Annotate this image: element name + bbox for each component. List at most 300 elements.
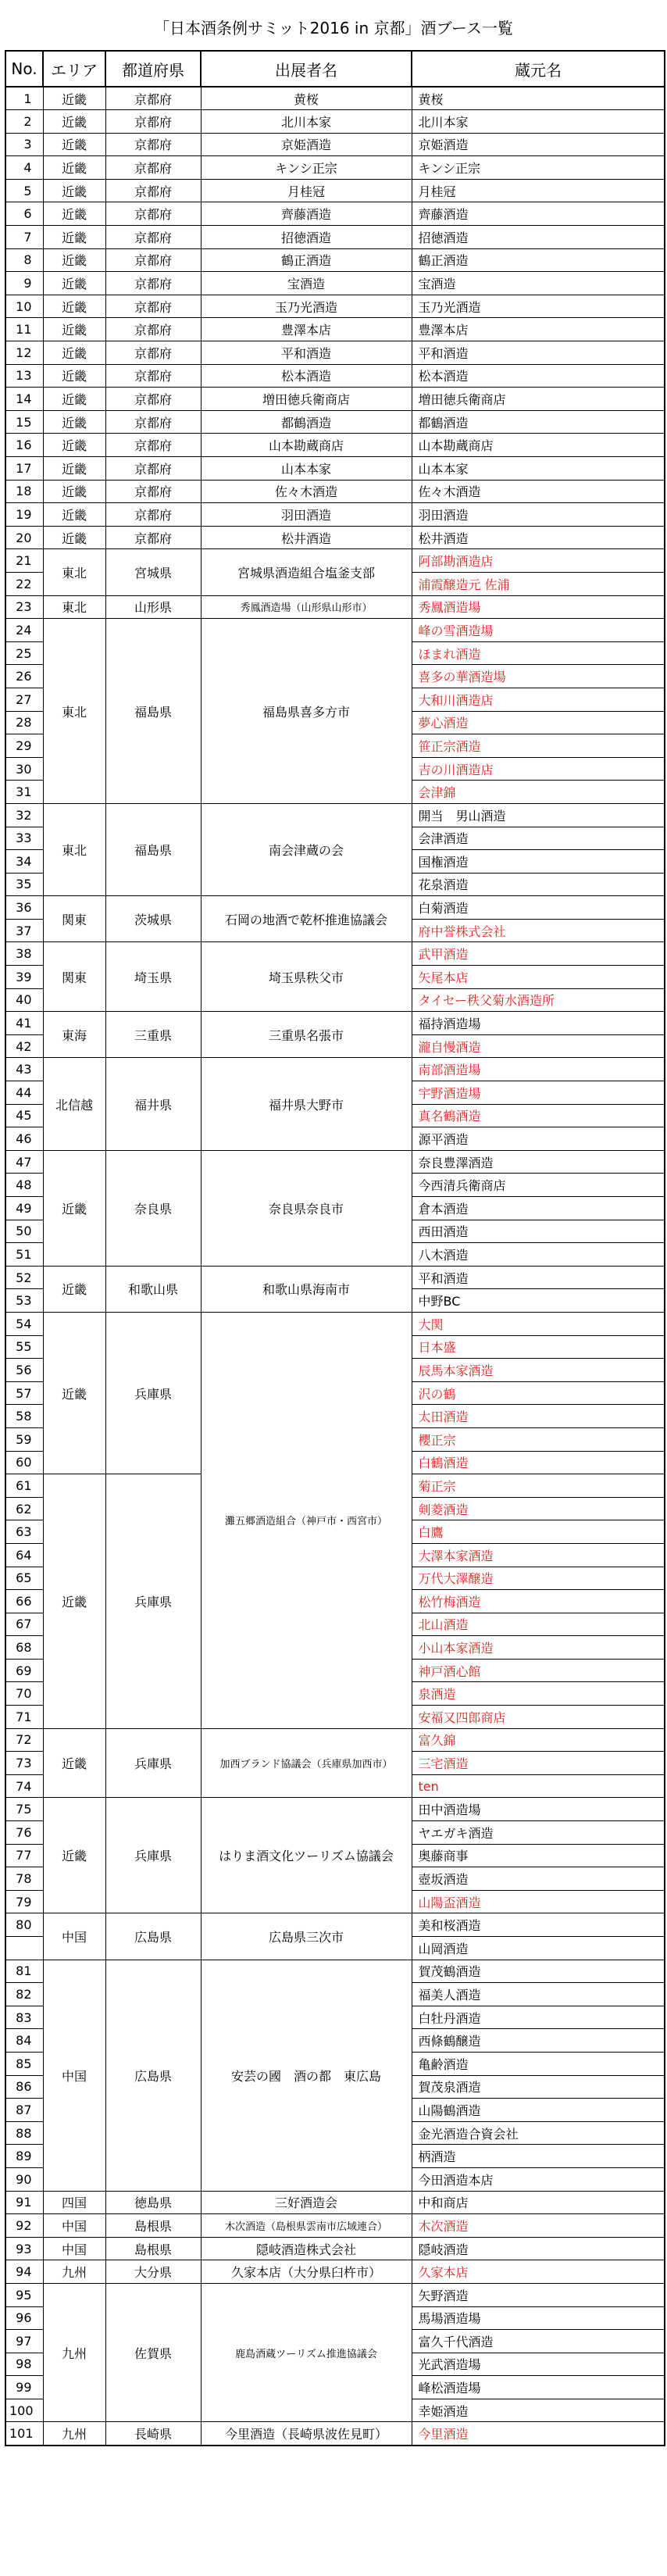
prefecture-cell: 京都府	[105, 272, 201, 295]
brewery-cell: 奥藤商事	[412, 1844, 665, 1867]
table-row	[5, 2237, 665, 2260]
row-number: 78	[5, 1867, 43, 1891]
prefecture-cell: 京都府	[105, 480, 201, 503]
exhibitor-cell: 齊藤酒造	[201, 202, 412, 226]
table-row	[5, 272, 665, 295]
brewery-cell: 浦霞醸造元 佐浦	[412, 572, 665, 595]
exhibitor-cell: 黄桜	[201, 87, 412, 110]
exhibitor-cell: 和歌山県海南市	[201, 1266, 412, 1312]
row-number: 45	[5, 1104, 43, 1127]
brewery-cell: 神戸酒心館	[412, 1659, 665, 1682]
area-cell: 東北	[43, 595, 105, 619]
row-number: 7	[5, 226, 43, 249]
row-number: 34	[5, 850, 43, 874]
table-row	[5, 341, 665, 365]
exhibitor-cell: 京姫酒造	[201, 133, 412, 156]
brewery-cell: 壺坂酒造	[412, 1867, 665, 1891]
brewery-cell: 白牡丹酒造	[412, 2006, 665, 2029]
brewery-cell: 中野BC	[412, 1289, 665, 1313]
row-number: 4	[5, 156, 43, 180]
row-number: 88	[5, 2121, 43, 2145]
row-number: 64	[5, 1543, 43, 1567]
exhibitor-cell: キンシ正宗	[201, 156, 412, 180]
row-number: 72	[5, 1728, 43, 1752]
exhibitor-cell: 久家本店（大分県臼杵市）	[201, 2260, 412, 2284]
prefecture-cell: 福井県	[105, 1058, 201, 1150]
row-number: 63	[5, 1520, 43, 1544]
prefecture-cell: 京都府	[105, 364, 201, 388]
header-area: エリア	[43, 51, 105, 87]
area-cell: 九州	[43, 2422, 105, 2446]
brewery-cell: 辰馬本家酒造	[412, 1359, 665, 1382]
row-number	[5, 1937, 43, 1960]
area-cell: 中国	[43, 2237, 105, 2260]
row-number: 1	[5, 87, 43, 110]
row-number: 86	[5, 2075, 43, 2099]
brewery-cell: キンシ正宗	[412, 156, 665, 180]
brewery-cell: 柄酒造	[412, 2145, 665, 2168]
brewery-cell: 幸姫酒造	[412, 2399, 665, 2422]
brewery-cell: 齊藤酒造	[412, 202, 665, 226]
row-number: 84	[5, 2029, 43, 2053]
prefecture-cell: 京都府	[105, 526, 201, 549]
brewery-cell: 富久錦	[412, 1728, 665, 1752]
row-number: 61	[5, 1474, 43, 1498]
brewery-cell: ほまれ酒造	[412, 641, 665, 665]
brewery-cell: ヤエガキ酒造	[412, 1821, 665, 1845]
row-number: 67	[5, 1613, 43, 1636]
prefecture-cell: 京都府	[105, 248, 201, 272]
sake-booth-table	[5, 50, 665, 2446]
row-number: 101	[5, 2422, 43, 2446]
brewery-cell: 大関	[412, 1312, 665, 1335]
brewery-cell: 福持酒造場	[412, 1012, 665, 1035]
row-number: 57	[5, 1381, 43, 1405]
area-cell: 近畿	[43, 1474, 105, 1729]
table-row	[5, 503, 665, 527]
row-number: 22	[5, 572, 43, 595]
row-number: 55	[5, 1335, 43, 1359]
brewery-cell: 南部酒造場	[412, 1058, 665, 1081]
row-number: 30	[5, 757, 43, 781]
row-number: 15	[5, 410, 43, 434]
prefecture-cell: 長崎県	[105, 2422, 201, 2446]
brewery-cell: 今田酒造本店	[412, 2167, 665, 2191]
row-number: 16	[5, 434, 43, 457]
row-number: 42	[5, 1034, 43, 1058]
prefecture-cell: 京都府	[105, 503, 201, 527]
area-cell: 近畿	[43, 480, 105, 503]
prefecture-cell: 京都府	[105, 341, 201, 365]
area-cell: 近畿	[43, 318, 105, 341]
exhibitor-cell: 増田徳兵衛商店	[201, 388, 412, 411]
brewery-cell: 真名鶴酒造	[412, 1104, 665, 1127]
exhibitor-cell: 安芸の國 酒の都 東広島	[201, 1960, 412, 2191]
row-number: 21	[5, 549, 43, 573]
brewery-cell: 平和酒造	[412, 1266, 665, 1289]
table-row	[5, 942, 665, 966]
area-cell: 中国	[43, 1960, 105, 2191]
row-number: 70	[5, 1682, 43, 1706]
brewery-cell: ten	[412, 1774, 665, 1798]
brewery-cell: 大澤本家酒造	[412, 1543, 665, 1567]
brewery-cell: 笹正宗酒造	[412, 734, 665, 758]
area-cell: 近畿	[43, 503, 105, 527]
brewery-cell: 峰松酒造場	[412, 2376, 665, 2399]
prefecture-cell: 島根県	[105, 2237, 201, 2260]
brewery-cell: 月桂冠	[412, 179, 665, 202]
area-cell: 近畿	[43, 133, 105, 156]
area-cell: 近畿	[43, 156, 105, 180]
exhibitor-cell: 都鶴酒造	[201, 410, 412, 434]
row-number: 56	[5, 1359, 43, 1382]
table-row	[5, 1728, 665, 1752]
row-number: 20	[5, 526, 43, 549]
prefecture-cell: 京都府	[105, 226, 201, 249]
row-number: 85	[5, 2052, 43, 2075]
brewery-cell: 豊澤本店	[412, 318, 665, 341]
prefecture-cell: 京都府	[105, 87, 201, 110]
table-row	[5, 1058, 665, 1081]
prefecture-cell: 京都府	[105, 457, 201, 481]
exhibitor-cell: 北川本家	[201, 110, 412, 134]
brewery-cell: 山本勘蔵商店	[412, 434, 665, 457]
brewery-cell: 奈良豊澤酒造	[412, 1150, 665, 1174]
row-number: 95	[5, 2283, 43, 2306]
table-row	[5, 318, 665, 341]
header-prefecture: 都道府県	[105, 51, 201, 87]
row-number: 94	[5, 2260, 43, 2284]
area-cell: 近畿	[43, 364, 105, 388]
prefecture-cell: 徳島県	[105, 2191, 201, 2214]
exhibitor-cell: 佐々木酒造	[201, 480, 412, 503]
row-number: 29	[5, 734, 43, 758]
brewery-cell: 夢心酒造	[412, 711, 665, 734]
header-row	[5, 51, 665, 87]
brewery-cell: 賀茂泉酒造	[412, 2075, 665, 2099]
row-number: 51	[5, 1243, 43, 1267]
row-number: 91	[5, 2191, 43, 2214]
row-number: 9	[5, 272, 43, 295]
brewery-cell: 白鷹	[412, 1520, 665, 1544]
row-number: 76	[5, 1821, 43, 1845]
brewery-cell: 松竹梅酒造	[412, 1590, 665, 1613]
brewery-cell: 玉乃光酒造	[412, 295, 665, 318]
table-row	[5, 803, 665, 827]
row-number: 46	[5, 1127, 43, 1151]
table-header	[5, 51, 665, 87]
area-cell: 中国	[43, 2214, 105, 2238]
row-number: 44	[5, 1081, 43, 1105]
brewery-cell: 美和桜酒造	[412, 1913, 665, 1937]
prefecture-cell: 京都府	[105, 318, 201, 341]
table-row	[5, 226, 665, 249]
brewery-cell: 松本酒造	[412, 364, 665, 388]
exhibitor-cell: 隠岐酒造株式会社	[201, 2237, 412, 2260]
brewery-cell: 櫻正宗	[412, 1427, 665, 1451]
prefecture-cell: 京都府	[105, 410, 201, 434]
table-row	[5, 1960, 665, 1983]
table-row	[5, 295, 665, 318]
prefecture-cell: 広島県	[105, 1960, 201, 2191]
prefecture-cell: 佐賀県	[105, 2283, 201, 2422]
brewery-cell: 富久千代酒造	[412, 2330, 665, 2353]
table-row	[5, 2260, 665, 2284]
row-number: 59	[5, 1427, 43, 1451]
row-number: 98	[5, 2353, 43, 2376]
exhibitor-cell: 松井酒造	[201, 526, 412, 549]
brewery-cell: 西條鶴醸造	[412, 2029, 665, 2053]
area-cell: 近畿	[43, 434, 105, 457]
exhibitor-cell: 福島県喜多方市	[201, 619, 412, 804]
row-number: 93	[5, 2237, 43, 2260]
row-number: 36	[5, 896, 43, 920]
brewery-cell: 矢尾本店	[412, 966, 665, 989]
area-cell: 近畿	[43, 248, 105, 272]
row-number: 73	[5, 1752, 43, 1775]
table-row	[5, 480, 665, 503]
row-number: 79	[5, 1890, 43, 1913]
row-number: 48	[5, 1174, 43, 1197]
brewery-cell: 白鶴酒造	[412, 1451, 665, 1474]
row-number: 65	[5, 1567, 43, 1590]
row-number: 71	[5, 1706, 43, 1729]
table-row	[5, 1266, 665, 1289]
prefecture-cell: 兵庫県	[105, 1312, 201, 1474]
row-number: 89	[5, 2145, 43, 2168]
brewery-cell: 平和酒造	[412, 341, 665, 365]
row-number: 80	[5, 1913, 43, 1937]
table-row	[5, 248, 665, 272]
row-number: 41	[5, 1012, 43, 1035]
area-cell: 東海	[43, 1012, 105, 1058]
brewery-cell: 喜多の華酒造場	[412, 665, 665, 688]
area-cell: 近畿	[43, 1150, 105, 1266]
brewery-cell: 山陽鶴酒造	[412, 2099, 665, 2122]
brewery-cell: 宇野酒造場	[412, 1081, 665, 1105]
table-row	[5, 202, 665, 226]
brewery-cell: 馬場酒造場	[412, 2306, 665, 2330]
row-number: 6	[5, 202, 43, 226]
brewery-cell: 増田徳兵衛商店	[412, 388, 665, 411]
exhibitor-cell: 月桂冠	[201, 179, 412, 202]
row-number: 62	[5, 1497, 43, 1520]
table-row	[5, 457, 665, 481]
area-cell: 近畿	[43, 87, 105, 110]
row-number: 58	[5, 1405, 43, 1428]
brewery-cell: 山本本家	[412, 457, 665, 481]
area-cell: 近畿	[43, 388, 105, 411]
brewery-cell: 阿部勘酒造店	[412, 549, 665, 573]
table-row	[5, 1012, 665, 1035]
exhibitor-cell: 宝酒造	[201, 272, 412, 295]
brewery-cell: 泉酒造	[412, 1682, 665, 1706]
row-number: 90	[5, 2167, 43, 2191]
exhibitor-cell: 加西ブランド協議会（兵庫県加西市）	[201, 1728, 412, 1798]
row-number: 68	[5, 1636, 43, 1660]
area-cell: 近畿	[43, 179, 105, 202]
row-number: 83	[5, 2006, 43, 2029]
brewery-cell: 賀茂鶴酒造	[412, 1960, 665, 1983]
row-number: 5	[5, 179, 43, 202]
brewery-cell: 矢野酒造	[412, 2283, 665, 2306]
brewery-cell: 府中誉株式会社	[412, 919, 665, 942]
table-row	[5, 1798, 665, 1821]
row-number: 27	[5, 688, 43, 711]
row-number: 35	[5, 873, 43, 896]
prefecture-cell: 大分県	[105, 2260, 201, 2284]
prefecture-cell: 兵庫県	[105, 1474, 201, 1729]
exhibitor-cell: 福井県大野市	[201, 1058, 412, 1150]
table-row	[5, 156, 665, 180]
brewery-cell: 山岡酒造	[412, 1937, 665, 1960]
prefecture-cell: 宮城県	[105, 549, 201, 595]
area-cell: 近畿	[43, 1266, 105, 1312]
brewery-cell: タイセー秩父菊水酒造所	[412, 988, 665, 1012]
exhibitor-cell: 石岡の地酒で乾杯推進協議会	[201, 896, 412, 942]
row-number: 28	[5, 711, 43, 734]
brewery-cell: 金光酒造合資会社	[412, 2121, 665, 2145]
table-row	[5, 2214, 665, 2238]
row-number: 39	[5, 966, 43, 989]
area-cell: 四国	[43, 2191, 105, 2214]
prefecture-cell: 京都府	[105, 434, 201, 457]
brewery-cell: 羽田酒造	[412, 503, 665, 527]
area-cell: 近畿	[43, 1798, 105, 1913]
area-cell: 近畿	[43, 226, 105, 249]
table-row	[5, 179, 665, 202]
exhibitor-cell: 鹿島酒蔵ツーリズム推進協議会	[201, 2283, 412, 2422]
table-row	[5, 2283, 665, 2306]
area-cell: 近畿	[43, 410, 105, 434]
brewery-cell: 秀鳳酒造場	[412, 595, 665, 619]
area-cell: 近畿	[43, 457, 105, 481]
exhibitor-cell: 南会津蔵の会	[201, 803, 412, 895]
prefecture-cell: 兵庫県	[105, 1728, 201, 1798]
area-cell: 近畿	[43, 295, 105, 318]
brewery-cell: 木次酒造	[412, 2214, 665, 2238]
table-row	[5, 896, 665, 920]
prefecture-cell: 山形県	[105, 595, 201, 619]
row-number: 100	[5, 2399, 43, 2422]
row-number: 66	[5, 1590, 43, 1613]
brewery-cell: 開当 男山酒造	[412, 803, 665, 827]
area-cell: 近畿	[43, 272, 105, 295]
prefecture-cell: 京都府	[105, 133, 201, 156]
row-number: 38	[5, 942, 43, 966]
brewery-cell: 国権酒造	[412, 850, 665, 874]
row-number: 8	[5, 248, 43, 272]
prefecture-cell: 京都府	[105, 388, 201, 411]
row-number: 31	[5, 781, 43, 804]
exhibitor-cell: 豊澤本店	[201, 318, 412, 341]
row-number: 33	[5, 827, 43, 850]
prefecture-cell: 広島県	[105, 1913, 201, 1960]
brewery-cell: 今里酒造	[412, 2422, 665, 2446]
prefecture-cell: 茨城県	[105, 896, 201, 942]
exhibitor-cell: 招徳酒造	[201, 226, 412, 249]
row-number: 52	[5, 1266, 43, 1289]
exhibitor-cell: はりま酒文化ツーリズム協議会	[201, 1798, 412, 1913]
brewery-cell: 隠岐酒造	[412, 2237, 665, 2260]
row-number: 10	[5, 295, 43, 318]
brewery-cell: 太田酒造	[412, 1405, 665, 1428]
prefecture-cell: 埼玉県	[105, 942, 201, 1012]
prefecture-cell: 京都府	[105, 156, 201, 180]
row-number: 3	[5, 133, 43, 156]
row-number: 17	[5, 457, 43, 481]
area-cell: 東北	[43, 803, 105, 895]
brewery-cell: 今西清兵衛商店	[412, 1174, 665, 1197]
exhibitor-cell: 奈良県奈良市	[201, 1150, 412, 1266]
prefecture-cell: 京都府	[105, 110, 201, 134]
table-row	[5, 595, 665, 619]
table-row	[5, 2191, 665, 2214]
table-row	[5, 549, 665, 573]
exhibitor-cell: 広島県三次市	[201, 1913, 412, 1960]
row-number: 19	[5, 503, 43, 527]
brewery-cell: 亀齢酒造	[412, 2052, 665, 2075]
exhibitor-cell: 山本本家	[201, 457, 412, 481]
exhibitor-cell: 平和酒造	[201, 341, 412, 365]
row-number: 13	[5, 364, 43, 388]
area-cell: 近畿	[43, 526, 105, 549]
prefecture-cell: 京都府	[105, 179, 201, 202]
row-number: 11	[5, 318, 43, 341]
area-cell: 近畿	[43, 1312, 105, 1474]
area-cell: 東北	[43, 549, 105, 595]
brewery-cell: 武甲酒造	[412, 942, 665, 966]
brewery-cell: 西田酒造	[412, 1220, 665, 1243]
table-row	[5, 133, 665, 156]
brewery-cell: 鶴正酒造	[412, 248, 665, 272]
row-number: 50	[5, 1220, 43, 1243]
area-cell: 中国	[43, 1913, 105, 1960]
table-row	[5, 1312, 665, 1335]
header-no: No.	[5, 51, 43, 87]
area-cell: 近畿	[43, 202, 105, 226]
exhibitor-cell: 宮城県酒造組合塩釜支部	[201, 549, 412, 595]
brewery-cell: 中和商店	[412, 2191, 665, 2214]
brewery-cell: 大和川酒造店	[412, 688, 665, 711]
brewery-cell: 招徳酒造	[412, 226, 665, 249]
brewery-cell: 京姫酒造	[412, 133, 665, 156]
exhibitor-cell: 羽田酒造	[201, 503, 412, 527]
exhibitor-cell: 山本勘蔵商店	[201, 434, 412, 457]
brewery-cell: 会津錦	[412, 781, 665, 804]
header-exhibitor: 出展者名	[201, 51, 412, 87]
brewery-cell: 佐々木酒造	[412, 480, 665, 503]
brewery-cell: 吉の川酒造店	[412, 757, 665, 781]
exhibitor-cell: 三重県名張市	[201, 1012, 412, 1058]
prefecture-cell: 京都府	[105, 202, 201, 226]
row-number: 37	[5, 919, 43, 942]
row-number: 49	[5, 1197, 43, 1220]
exhibitor-cell: 今里酒造（長崎県波佐見町）	[201, 2422, 412, 2446]
row-number: 69	[5, 1659, 43, 1682]
brewery-cell: 田中酒造場	[412, 1798, 665, 1821]
row-number: 74	[5, 1774, 43, 1798]
brewery-cell: 瀧自慢酒造	[412, 1034, 665, 1058]
exhibitor-cell: 灘五郷酒造組合（神戸市・西宮市）	[201, 1312, 412, 1728]
area-cell: 九州	[43, 2260, 105, 2284]
table-row	[5, 1150, 665, 1174]
prefecture-cell: 島根県	[105, 2214, 201, 2238]
area-cell: 東北	[43, 619, 105, 804]
row-number: 92	[5, 2214, 43, 2238]
row-number: 23	[5, 595, 43, 619]
exhibitor-cell: 埼玉県秩父市	[201, 942, 412, 1012]
